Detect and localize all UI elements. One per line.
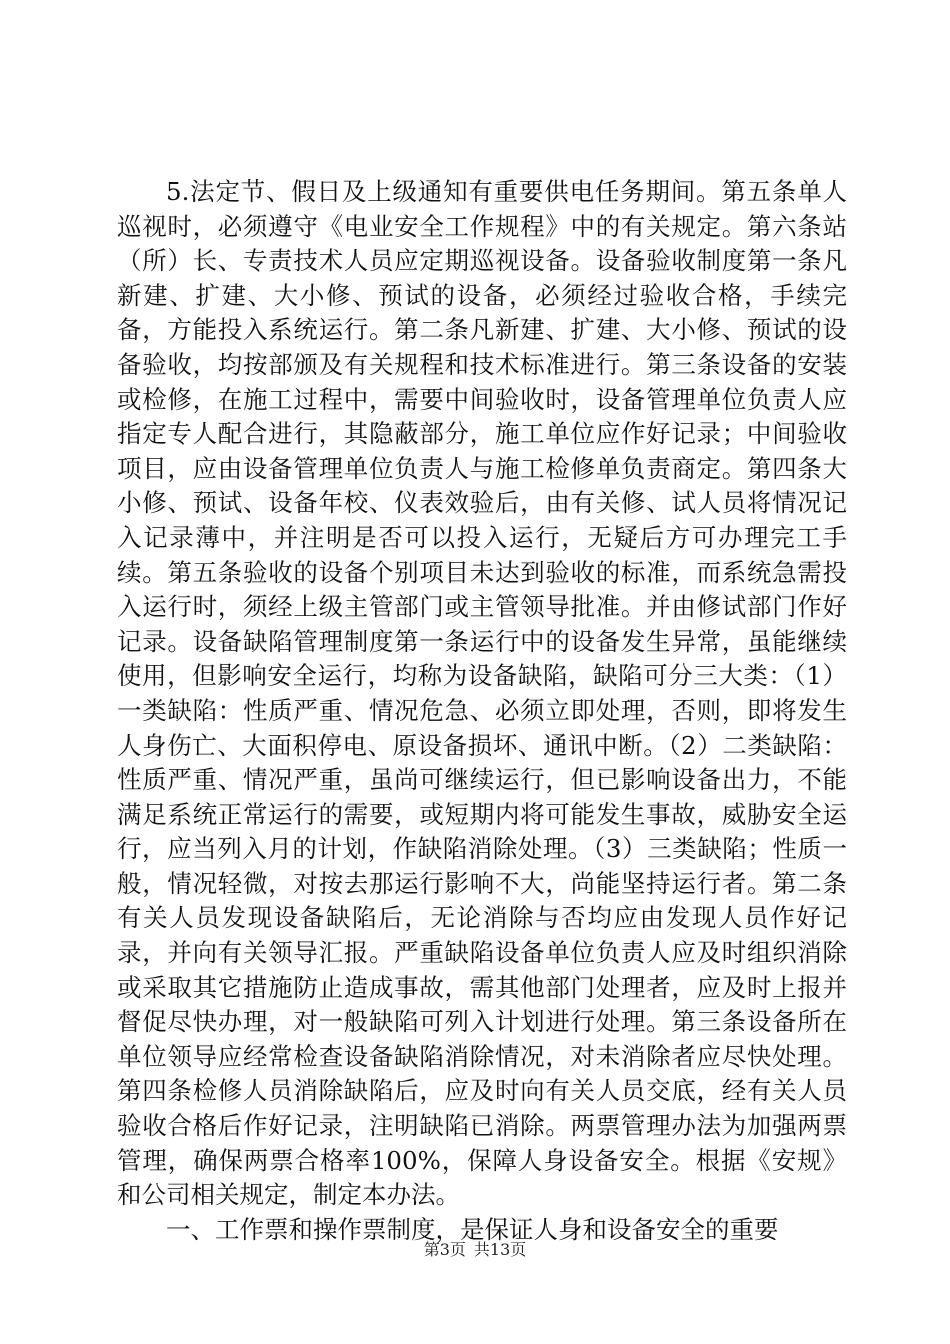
body-paragraph-2: 一、工作票和操作票制度，是保证人身和设备安全的重要 — [166, 1214, 779, 1244]
page-number: 第3页 — [423, 1240, 466, 1259]
page-footer — [0, 1240, 950, 1260]
page-total: 共13页 — [473, 1240, 527, 1259]
document-body — [117, 175, 847, 1247]
body-paragraph-1: 5.法定节、假日及上级通知有重要供电任务期间。第五条单人巡视时，必须遵守《电业安全工作规程》中的有关规定。第六条站（所）长、专责技术人员应定期巡视设备。设备验收制度第一条凡新建、扩建、大小修、预试的设备，必须经过验收合格，手续完备，方能投入系统运行。第二条凡新建、扩建、大小修、预试的设备验收，均按部颁及有关规程和技术标准进行。第三条设备的安装或检修，在施工过程中，需要中间验收时，设备管理单位负责人应指定专人配合进行，其隐蔽部分，施工单位应作好记录；中间验收项目，应由设备管理单位负责人与施工检修单负责商定。第四条大小修、预试、设备年校、仪表效验后，由有关修、试人员将情况记入记录薄中，并注明是否可以投入运行，无疑后方可办理完工手续。第五条验收的设备个别项目未达到验收的标准，而系统急需投入运行时，须经上级主管部门或主管领导批准。并由修试部门作好记录。设备缺陷管理制度第一条运行中的设备发生异常，虽能继续使用，但影响安全运行，均称为设备缺陷，缺陷可分三大类：（1）一类缺陷：性质严重、情况危急、必须立即处理，否则，即将发生人身伤亡、大面积停电、原设备损坏、通讯中断。（2）二类缺陷：性质严重、情况严重，虽尚可继续运行，但已影响设备出力，不能满足系统正常运行的需要，或短期内将可能发生事故，威胁安全运行，应当列入月的计划，作缺陷消除处理。（3）三类缺陷；性质一般，情况轻微，对按去那运行影响不大，尚能坚持运行者。第二条有关人员发现设备缺陷后，无论消除与否均应由发现人员作好记录，并向有关领导汇报。严重缺陷设备单位负责人应及时组织消除或采取其它措施防止造成事故，需其他部门处理者，应及时上报并督促尽快办理，对一般缺陷可列入计划进行处理。第三条设备所在单位领导应经常检查设备缺陷消除情况，对未消除者应尽快处理。第四条检修人员消除缺陷后，应及时向有关人员交底，经有关人员验收合格后作好记录，注明缺陷已消除。两票管理办法为加强两票管理，确保两票合格率100%，保障人身设备安全。根据《安规》和公司相关规定，制定本办法。 — [117, 177, 847, 1210]
